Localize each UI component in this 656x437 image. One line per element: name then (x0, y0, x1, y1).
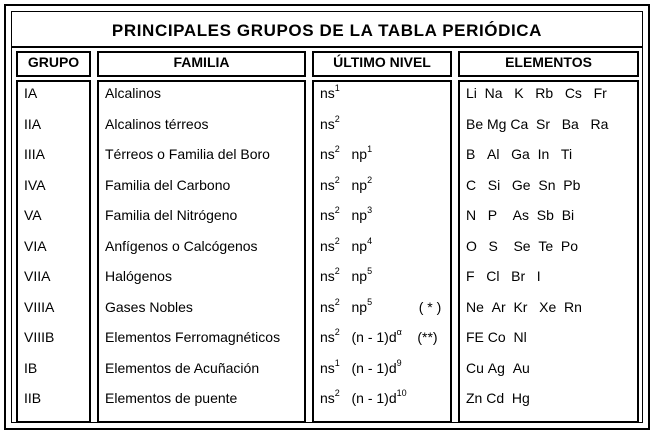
row-1-elementos: Be Mg Ca Sr Ba Ra (466, 115, 609, 132)
row-3-nivel: $ns^2$ $np^2$ (320, 174, 373, 193)
row-6-nivel: $ns^2$ $np^5$ (320, 266, 373, 284)
row-3-grupo: IVA (24, 176, 46, 193)
row-4-grupo: VA (24, 207, 42, 223)
title-divider (12, 46, 642, 48)
row-10-familia: Elementos de puente (105, 390, 238, 406)
row-9-nivel: $ns^1$ $(n - 1)d^9$ (320, 357, 402, 376)
row-4-elementos: N P As Sb Bi (466, 207, 575, 223)
row-8-nivel: $ns^2$ $(n - 1)d^\alpha$ (**) (320, 327, 438, 345)
row-5-nivel: $ns^2$ $np^4$ (320, 235, 373, 254)
row-9-familia: Elementos de Acuñación (105, 359, 260, 376)
row-7-familia: Gases Nobles (105, 298, 193, 315)
row-1-grupo: IIA (24, 115, 42, 132)
row-8-familia: Elementos Ferromagnéticos (105, 329, 281, 345)
row-9-elementos: Cu Ag Au (466, 359, 530, 376)
row-2-nivel: $ns^2$ $np^1$ (320, 144, 373, 162)
row-0-elementos: Li Na K Rb Cs Fr (466, 85, 607, 101)
row-6-familia: Halógenos (105, 268, 172, 284)
row-0-grupo: IA (24, 85, 38, 101)
row-1-nivel: $ns^2$ (320, 113, 340, 132)
row-1-familia: Alcalinos térreos (105, 115, 209, 132)
row-2-familia: Térreos o Familia del Boro (105, 146, 270, 162)
row-7-grupo: VIIIA (24, 298, 55, 315)
row-8-grupo: VIIIB (24, 329, 55, 345)
row-0-nivel: $ns^1$ (320, 83, 340, 101)
row-4-nivel: $ns^2$ $np^3$ (320, 205, 373, 223)
page-title: PRINCIPALES GRUPOS DE LA TABLA PERIÓDICA (111, 21, 543, 40)
header-ultimo-nivel (312, 51, 452, 77)
row-7-nivel: $ns^2$ $np^5$ ( * ) (320, 296, 442, 315)
header-familia (97, 51, 306, 77)
row-3-elementos: C Si Ge Sn Pb (466, 176, 581, 193)
table-inner (11, 11, 643, 423)
row-4-familia: Familia del Nitrógeno (105, 207, 238, 223)
row-10-nivel: $ns^2$ $(n - 1)d^{10}$ (320, 388, 407, 406)
header-grupo (16, 51, 91, 77)
row-6-grupo: VIIA (24, 268, 51, 284)
row-10-grupo: IIB (24, 390, 42, 406)
header-ultimo-nivel-label: ÚLTIMO NIVEL (333, 54, 431, 70)
header-elementos (458, 51, 639, 77)
header-grupo-label: GRUPO (27, 54, 80, 70)
row-5-grupo: VIA (24, 237, 47, 254)
row-10-elementos: Zn Cd Hg (466, 390, 530, 406)
row-3-familia: Familia del Carbono (105, 176, 231, 193)
row-7-elementos: Ne Ar Kr Xe Rn (466, 298, 582, 315)
header-elementos-label: ELEMENTOS (505, 54, 592, 70)
row-5-elementos: O S Se Te Po (466, 237, 579, 254)
row-2-grupo: IIIA (24, 146, 46, 162)
row-5-familia: Anfígenos o Calcógenos (105, 237, 258, 254)
row-8-elementos: FE Co Nl (466, 329, 527, 345)
row-2-elementos: B Al Ga In Ti (466, 146, 573, 162)
table-frame (4, 4, 650, 430)
row-6-elementos: F Cl Br I (466, 268, 541, 284)
row-0-familia: Alcalinos (105, 85, 162, 101)
row-9-grupo: IB (24, 359, 38, 376)
header-familia-label: FAMILIA (173, 54, 230, 70)
